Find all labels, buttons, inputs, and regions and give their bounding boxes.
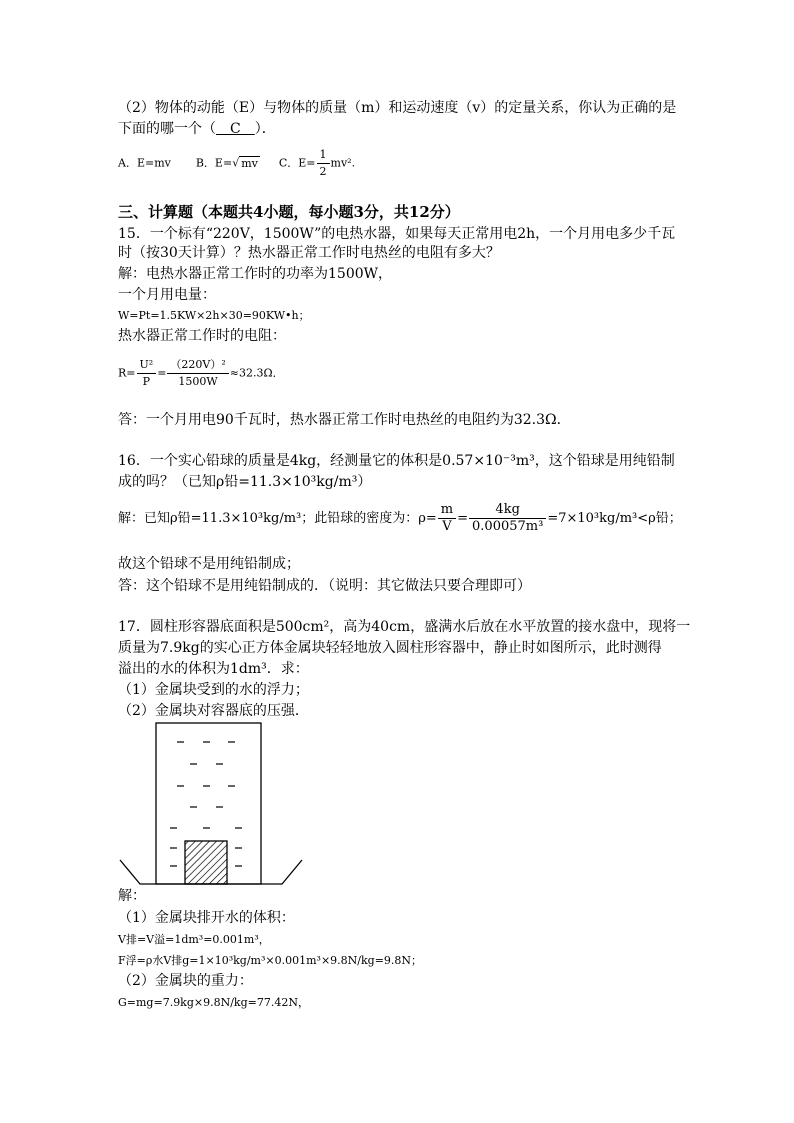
q17-s3: F浮=ρ水V排g=1×10³kg/m³×0.001m³×9.8N/kg=9.8N； (118, 954, 423, 967)
q2-options (118, 147, 355, 180)
q16-den2: 0.00057m³ (472, 519, 544, 534)
q16-num1: m (438, 502, 456, 519)
q15-line5: W=Pt=1.5KW×2h×30=90KW•h； (118, 309, 310, 322)
q17-line3: 溢出的水的体积为1dm³．求： (118, 661, 309, 677)
q15-line6: 热水器正常工作时的电阻： (118, 328, 286, 344)
container-figure (118, 720, 308, 890)
q15-line4: 一个月用电量： (118, 287, 216, 303)
q16-line2: 成的吗？（已知ρ铅=11.3×10³kg/m³） (118, 474, 372, 490)
formula-fraction-1 (137, 357, 157, 390)
option-b-prefix: B．E= (195, 156, 233, 170)
q17-line5: （2）金属块对容器底的压强． (118, 703, 309, 719)
q16-sol-prefix: 解：已知ρ铅=11.3×10³kg/m³；此铅球的密度为：ρ= (118, 511, 437, 526)
q17-line1: 17．圆柱形容器底面积是500cm²，高为40cm，盛满水后放在水平放置的接水盘中，现将一 (118, 619, 691, 635)
q16-num2: 4kg (469, 502, 546, 519)
q16-answer: 答：这个铅球不是用纯铅制成的．（说明：其它做法只要合理即可） (118, 578, 531, 594)
f1-num: U² (137, 357, 157, 374)
q2-line2-prefix: 下面的哪一个（ (118, 121, 216, 137)
f2-num: （220V）² (167, 357, 228, 374)
option-a: A．E=mv (118, 156, 171, 170)
q2-answer: C (216, 121, 255, 137)
q16-den1: V (442, 519, 452, 534)
option-c-fraction (317, 147, 330, 180)
sqrt-symbol: √ (232, 156, 240, 170)
q16-equals: = (457, 511, 469, 526)
q16-line1: 16．一个实心铅球的质量是4kg，经测量它的体积是0.57×10⁻³m³，这个铅球是用纯铅制 (118, 453, 675, 469)
q15-line1: 15．一个标有“220V，1500W”的电热水器，如果每天正常用电2h，一个月用电多少千瓦 (118, 226, 676, 242)
q2-line2 (118, 120, 276, 138)
q17-s2: V排=V溢=1dm³=0.001m³， (118, 933, 270, 946)
f2-den: 1500W (178, 375, 218, 388)
option-c-num: 1 (317, 147, 330, 164)
option-c-suffix: mv². (330, 156, 356, 170)
option-c-prefix: C．E= (278, 156, 316, 170)
q16-line4: 故这个铅球不是用纯铅制成； (118, 556, 300, 572)
option-c-den: 2 (319, 165, 327, 178)
q17-line4: （1）金属块受到的水的浮力； (118, 682, 309, 698)
q17-s1: （1）金属块排开水的体积： (118, 910, 295, 926)
q15-formula (118, 357, 284, 390)
q15-answer: 答：一个月用电90千瓦时，热水器正常工作时电热丝的电阻约为32.3Ω． (118, 412, 571, 428)
q16-fraction-2 (469, 502, 546, 535)
f1-den: P (142, 375, 151, 388)
r-prefix: R= (118, 366, 136, 380)
q17-sol: 解： (118, 888, 146, 904)
q15-line2: 时（按30天计算）？热水器正常工作时电热丝的电阻有多大？ (118, 245, 500, 261)
q17-s4: （2）金属块的重力： (118, 973, 253, 989)
q17-s5: G=mg=7.9kg×9.8N/kg=77.42N， (118, 996, 309, 1009)
q2-line1: （2）物体的动能（E）与物体的质量（m）和运动速度（v）的定量关系，你认为正确的是 (118, 100, 677, 116)
formula-fraction-2 (167, 357, 228, 390)
q16-solution (118, 502, 682, 535)
r-suffix: ≈32.3Ω． (229, 366, 284, 380)
q2-line2-suffix: ）． (254, 121, 276, 137)
option-b-radicand: mv (241, 156, 258, 170)
section-heading: 三、计算题（本题共4小题，每小题3分，共12分） (118, 203, 460, 221)
equals: = (157, 366, 167, 380)
q17-line2: 质量为7.9kg的实心正方体金属块轻轻地放入圆柱形容器中，静止时如图所示，此时测得 (118, 640, 662, 656)
metal-block (185, 841, 227, 884)
q16-sol-suffix: =7×10³kg/m³<ρ铅； (547, 511, 682, 526)
q15-line3: 解：电热水器正常工作时的功率为1500W， (118, 266, 393, 282)
q16-fraction-1 (438, 502, 456, 535)
